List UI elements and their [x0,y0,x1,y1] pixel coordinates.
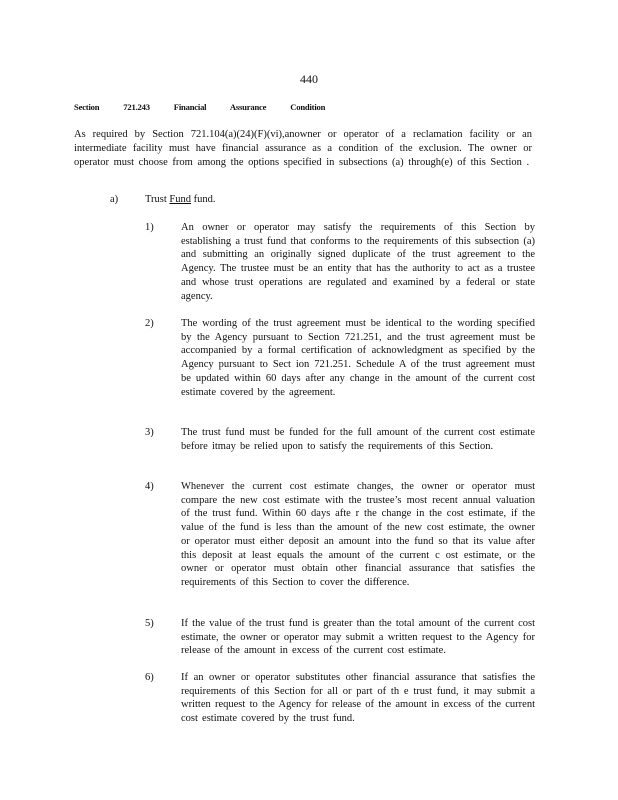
section-title-word-1: Financial [173,102,207,112]
subitem-5 [145,617,535,658]
subitem-number: 2) [145,318,154,329]
subitem-text: The trust fund must be funded for the full amount of the current cost estimate before itmay be relied upon to satisfy the requirements of this Section. [181,427,535,452]
subsection-a-text-after: fund. [191,194,216,205]
section-label: Section [74,102,100,112]
page-number: 440 [300,72,318,86]
section-number: 721.243 [123,102,150,112]
subitem-2 [145,317,535,399]
subitem-number: 3) [145,427,154,438]
subitem-1 [145,221,535,303]
subitem-text: Whenever the current cost estimate changes, the owner or operator must compare the new cost estimate with the trustee’s most recent annual valuation of the trust fund. Within 60 days afte r the change in the cost estimate, if the value of the fund is less than the amount of the new cost estimate, the owner or operator must either deposit an amount into the fund so that its value after this deposit at least equals the amount of the current c ost estimate, or the owner or operator must obtain other financial assurance that satisfies the requirements of this Section to cover the difference. [181,481,535,588]
subsection-a-marker: a) [110,194,119,205]
subitem-4 [145,480,535,590]
section-title-word-2: Assurance [229,102,267,112]
subsection-a-text-before: Trust [145,194,170,205]
subitem-text: If an owner or operator substitutes other financial assurance that satisfies the requirements of this Section for all or part of th e trust fund, it may submit a written request to the Agency for release of the amount in excess of the current cost estimate covered by the trust fund. [181,672,535,725]
subitem-number: 4) [145,481,154,492]
subsection-a [110,194,216,205]
subitem-6 [145,671,535,726]
subitem-text: An owner or operator may satisfy the requirements of this Section by establishing a trust fund that conforms to the requirements of this subsection (a) and submitting an originally signed duplicate of the trust agreement to the Agency. The trustee must be an entity that has the authority to act as a trustee and whose trust operations are regulated and examined by a federal or state agency. [181,222,535,302]
subitem-3 [145,426,535,453]
subitem-number: 1) [145,222,154,233]
section-heading [74,102,347,112]
subitem-text: If the value of the trust fund is greater than the total amount of the current cost estimate, the owner or operator may submit a written request to the Agency for release of the amount in excess of the current cost estimate. [181,618,535,657]
section-title-word-3: Condition [290,102,326,112]
subitem-number: 5) [145,618,154,629]
subsection-a-underlined: Fund [169,194,192,205]
subitem-number: 6) [145,672,154,683]
intro-paragraph: As required by Section 721.104(a)(24)(F)(vi),anowner or operator of a reclamation facility or an intermediate facility must have financial assurance as a condition of the exclusion. The owner or operator must choose from among the options specified in subsections (a) through(e) of this Section . [74,129,532,168]
subitem-text: The wording of the trust agreement must be identical to the wording specified by the Agency pursuant to Section 721.251, and the trust agreement must be accompanied by a formal certification of acknowledgment as specified by the Agency pursuant to Sect ion 721.251. Schedule A of the trust agreement must be updated within 60 days after any change in the amount of the current cost estimate covered by the agreement. [181,318,535,398]
